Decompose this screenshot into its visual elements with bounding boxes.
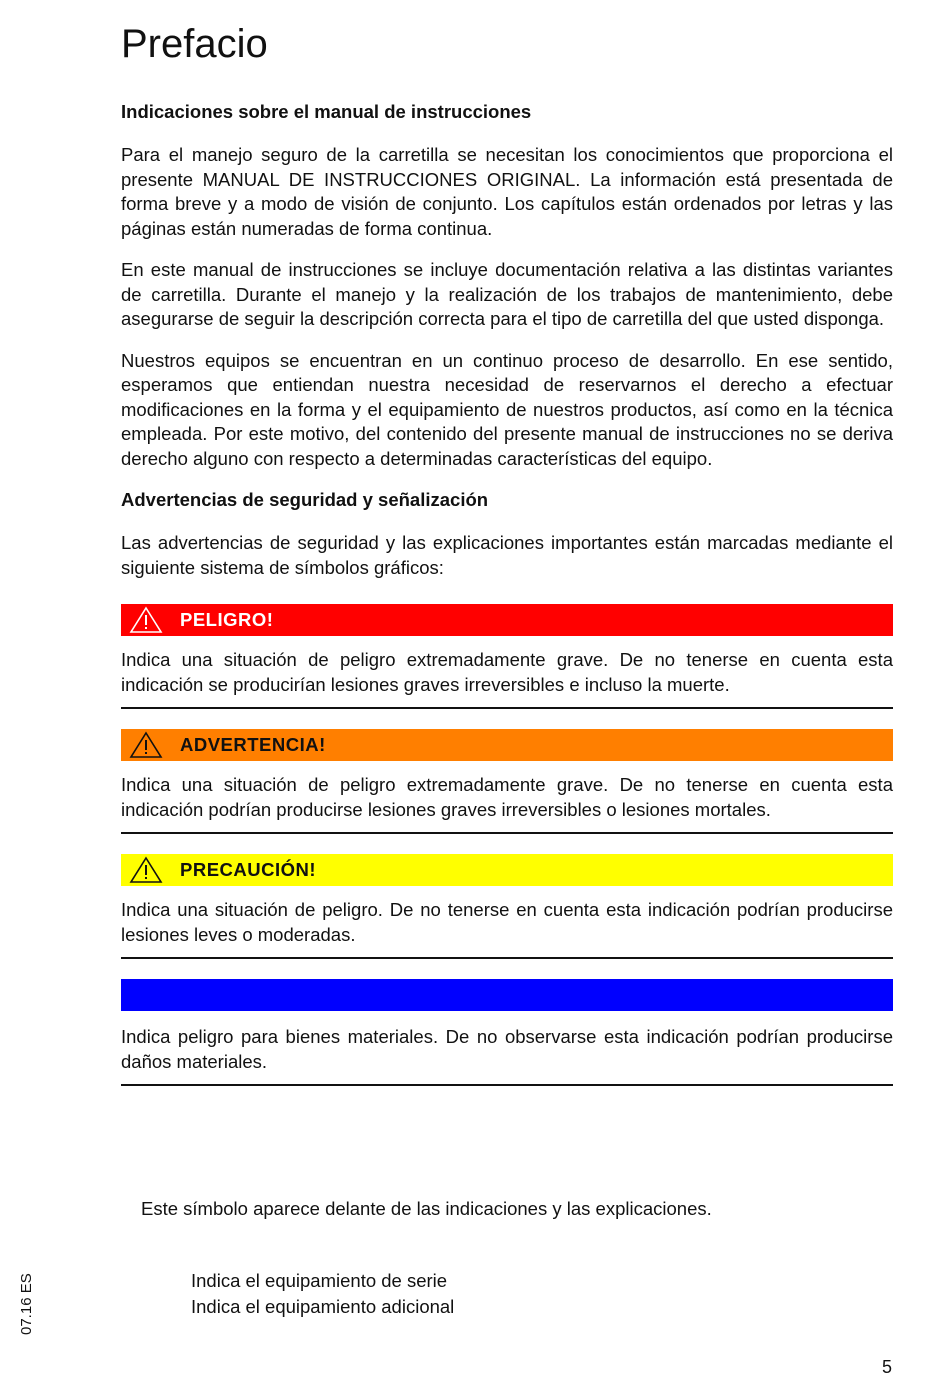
danger-label: PELIGRO! (180, 609, 274, 630)
warning-triangle-icon (129, 606, 163, 634)
danger-banner (121, 604, 893, 636)
warning-banner (121, 729, 893, 761)
warning-triangle-icon (129, 856, 163, 884)
caution-text: Indica una situación de peligro. De no tenerse en cuenta esta indicación podrían producirse lesiones leves o moderadas. (121, 899, 893, 945)
paragraph-intro: Para el manejo seguro de la carretilla se necesitan los conocimientos que proporciona el presente MANUAL DE INSTRUCCIONES ORIGINAL. La información está presentada de forma breve y a modo de visión de conjunto. Los capítulos están ordenados por letras y las páginas están numeradas de forma continua. (121, 144, 893, 239)
notice-text: Indica peligro para bienes materiales. De no observarse esta indicación podrían producirse daños materiales. (121, 1026, 893, 1072)
divider (121, 957, 893, 959)
equipment-additional: Indica el equipamiento adicional (191, 1296, 455, 1317)
caution-label: PRECAUCIÓN! (180, 859, 317, 880)
warning-triangle-icon (129, 731, 163, 759)
divider (121, 832, 893, 834)
page-title: Prefacio (121, 22, 268, 66)
warning-text: Indica una situación de peligro extremadamente grave. De no tenerse en cuenta esta indicación podrían producirse lesiones graves irreversibles o lesiones mortales. (121, 774, 893, 820)
symbol-note: Este símbolo aparece delante de las indicaciones y las explicaciones. (141, 1198, 712, 1219)
main-content (121, 100, 893, 1106)
section-heading-safety: Advertencias de seguridad y señalización (121, 489, 489, 510)
danger-text: Indica una situación de peligro extremadamente grave. De no tenerse en cuenta esta indicación se producirían lesiones graves irreversibles e incluso la muerte. (121, 649, 893, 695)
paragraph-safety-intro: Las advertencias de seguridad y las explicaciones importantes están marcadas mediante el siguiente sistema de símbolos gráficos: (121, 532, 893, 578)
page-number: 5 (881, 1357, 892, 1377)
equipment-legend (191, 1268, 454, 1320)
warning-label: ADVERTENCIA! (180, 734, 326, 755)
notice-banner (121, 979, 893, 1011)
paragraph-variants: En este manual de instrucciones se incluye documentación relativa a las distintas variantes de carretilla. Durante el manejo y la realización de los trabajos de mantenimiento, debe asegurarse de seguir la descripción correcta para el tipo de carretilla del que usted disponga. (121, 259, 893, 329)
caution-banner (121, 854, 893, 886)
section-heading-manual: Indicaciones sobre el manual de instrucciones (121, 101, 532, 122)
divider (121, 707, 893, 709)
equipment-standard: Indica el equipamiento de serie (191, 1270, 448, 1291)
edition-code: 07.16 ES (18, 1273, 35, 1335)
paragraph-development: Nuestros equipos se encuentran en un continuo proceso de desarrollo. En ese sentido, esperamos que entiendan nuestra necesidad de reservarnos el derecho a efectuar modificaciones en la forma y el equipamiento de nuestros productos, así como en la técnica empleada. Por este motivo, del contenido del presente manual de instrucciones no se deriva derecho alguno con respecto a determinadas características del equipo. (121, 349, 893, 469)
divider (121, 1084, 893, 1086)
